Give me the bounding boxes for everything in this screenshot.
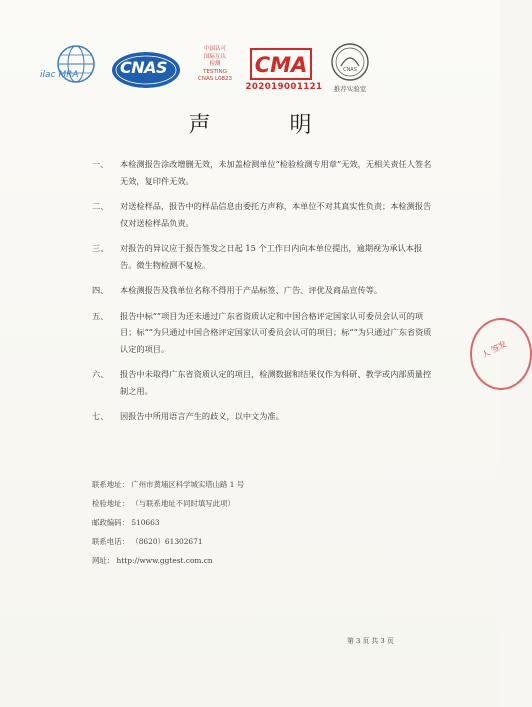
contact-label: 联系电话：: [92, 537, 129, 546]
contact-value: 510663: [131, 518, 160, 527]
contact-value: 广州市黄埔区科学城实塔山路 1 号: [131, 480, 245, 489]
clause-number: 五、: [92, 310, 109, 321]
clause-text: 对报告的异议应于报告签发之日起 15 个工作日内向本单位提出，逾期视为承认本报告。微生物检测不复检。: [120, 243, 423, 270]
page-title: 声 明: [188, 113, 348, 138]
ilac-mra-label: ilac MRA: [40, 70, 79, 80]
clause-number: 七、: [92, 411, 109, 421]
official-seal-stamp: [470, 318, 532, 390]
cnas-info-line: 国际互认: [203, 53, 226, 60]
stamp-text: 人 签发: [480, 339, 509, 360]
clause-text: 本检测报告及我单位名称不得用于产品标签、广告、评优及商品宣传等。: [120, 285, 383, 295]
cnas-info-line: 检测: [209, 61, 221, 67]
declaration-clauses: [92, 156, 432, 434]
cma-logo: [250, 48, 312, 80]
contact-label: 网址：: [92, 556, 115, 565]
clause-item: [92, 156, 432, 189]
postcode-row: [92, 513, 392, 532]
inspection-address-row: [92, 494, 392, 513]
contact-value: （8620）61302671: [131, 537, 203, 546]
clause-text: 本检测报告涂改增删无效，未加盖检测单位“检验检测专用章”无效，无相关责任人签名无效，复印件无效。: [120, 159, 432, 186]
clause-item: [92, 282, 432, 299]
phone-row: [92, 532, 392, 551]
ilac-mra-logo: [50, 42, 102, 94]
clause-text: 因报告中所用语言产生的歧义，以中文为准。: [120, 411, 284, 421]
website-row: [92, 551, 392, 570]
cnas-info-line: TESTING: [203, 68, 227, 75]
accreditation-logos: [40, 40, 460, 102]
clause-number: 二、: [92, 201, 109, 211]
contact-label: 邮政编码：: [92, 518, 129, 527]
svg-text:CNAS: CNAS: [343, 67, 357, 73]
clause-number: 一、: [92, 159, 109, 169]
cnas-info-line: 中国认可: [203, 46, 226, 52]
contact-address-row: [92, 475, 392, 494]
clause-number: 三、: [92, 243, 109, 253]
clause-item: [92, 308, 432, 358]
clause-text: 对送检样品，报告中的样品信息由委托方声称，本单位不对其真实性负责；本检测报告仅对送检样品负责。: [120, 201, 432, 228]
recommended-lab-label: 推荐实验室: [333, 85, 367, 93]
contact-value: （与联系地址不同时填写此项）: [131, 499, 235, 508]
contact-label: 联系地址：: [92, 480, 129, 489]
cnas-logo-text: CNAS: [120, 58, 168, 77]
cma-number: 202019001121: [245, 82, 323, 92]
clause-item: [92, 366, 432, 399]
clause-text: 报告中标“”项目为还未通过广东省资质认定和中国合格评定国家认可委员会认可的项目；标“”为只通过中国合格评定国家认可委员会认可的项目；标“”为只通过广东省资质认定的项目。: [120, 310, 432, 354]
contact-label: 检验地址：: [92, 499, 129, 508]
website-link[interactable]: http://www.ggtest.com.cn: [116, 556, 213, 565]
clause-item: [92, 198, 432, 231]
cnas-accreditation-info: [186, 46, 244, 84]
recommended-lab-logo: [330, 42, 370, 82]
clause-number: 六、: [92, 369, 109, 379]
contact-info: [92, 475, 392, 570]
clause-number: 四、: [92, 285, 109, 295]
clause-item: [92, 240, 432, 273]
page-number: 第 3 页 共 3 页: [347, 637, 394, 645]
svg-text:CMA: CMA: [254, 53, 308, 77]
clause-item: [92, 408, 432, 425]
clause-text: 报告中未取得广东省资质认定的项目，检测数据和结果仅作为科研、教学或内部质量控制之用。: [120, 369, 432, 396]
cnas-info-line: CNAS L0823: [197, 76, 233, 82]
